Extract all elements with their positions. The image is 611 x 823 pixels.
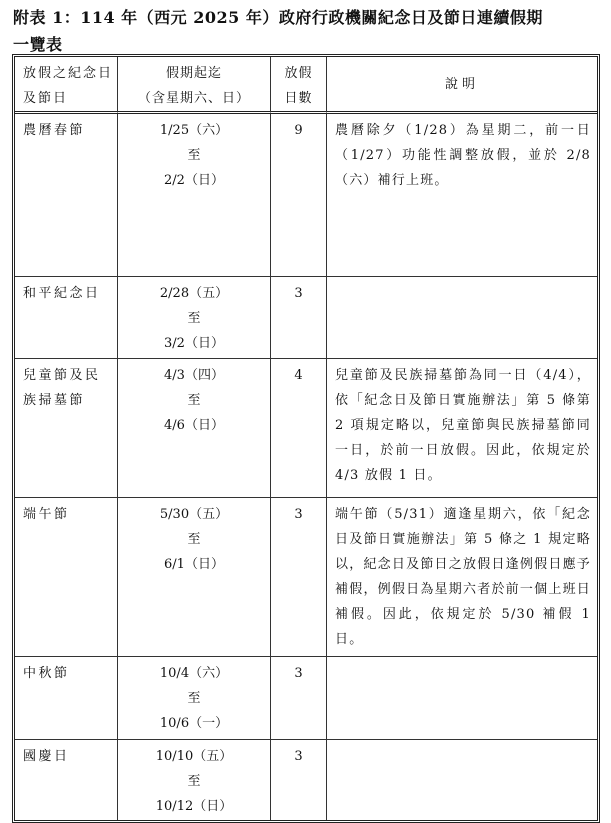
days-cell: 3 (271, 657, 327, 740)
header-name-line-1: 放假之紀念日 (23, 66, 114, 81)
start-date: 5/30（五） (159, 507, 229, 522)
description-cell: 農曆除夕（1/28）為星期二，前一日（1/27）功能性調整放假，並於 2/8（六）補行上班。 (327, 114, 597, 277)
description-cell (327, 277, 597, 359)
date-to: 至 (187, 393, 201, 408)
end-date: 2/2（日） (164, 173, 224, 188)
end-date: 10/6（一） (159, 716, 229, 731)
date-range-cell (118, 359, 271, 498)
header-days-off (271, 57, 327, 114)
date-range-cell (118, 498, 271, 657)
holiday-name-cell: 兒童節及民族掃墓節 (15, 359, 118, 498)
holiday-name-cell: 農曆春節 (15, 114, 118, 277)
date-range-cell (118, 114, 271, 277)
date-range-cell (118, 657, 271, 740)
date-to: 至 (187, 691, 201, 706)
date-to: 至 (187, 148, 201, 163)
header-date-line-1: 假期起迄 (165, 66, 222, 81)
date-to: 至 (187, 311, 201, 326)
header-days-line-1: 放假 (284, 66, 313, 81)
header-holiday-name (15, 57, 118, 114)
table-row (15, 359, 597, 498)
days-cell: 4 (271, 359, 327, 498)
end-date: 4/6（日） (164, 418, 224, 433)
table-row (15, 740, 597, 820)
holiday-name-cell: 中秋節 (15, 657, 118, 740)
start-date: 1/25（六） (159, 123, 229, 138)
end-date: 3/2（日） (164, 336, 224, 351)
holiday-name-cell: 國慶日 (15, 740, 118, 820)
title-line-1: 附表 1：114 年（西元 2025 年）政府行政機關紀念日及節日連續假期 (13, 8, 543, 27)
days-cell: 3 (271, 498, 327, 657)
table-row (15, 657, 597, 740)
start-date: 10/4（六） (159, 666, 229, 681)
document-title (13, 4, 603, 58)
description-cell (327, 740, 597, 820)
holiday-name-cell: 和平紀念日 (15, 277, 118, 359)
date-range-cell (118, 740, 271, 820)
description-cell (327, 657, 597, 740)
description-cell: 端午節（5/31）適逢星期六，依「紀念日及節日實施辦法」第 5 條之 1 規定略以，紀念日及節日之放假日逢例假日應予補假，例假日為星期六者於前一個上班日補假。因此，依規定於 5/30 補假 1 日。 (327, 498, 597, 657)
title-line-2: 一覽表 (13, 35, 63, 54)
days-cell: 3 (271, 740, 327, 820)
start-date: 4/3（四） (164, 368, 224, 383)
table-header-row (15, 57, 597, 114)
start-date: 2/28（五） (159, 286, 229, 301)
header-date-range (118, 57, 271, 114)
table-row (15, 277, 597, 359)
date-to: 至 (187, 532, 201, 547)
header-date-line-2: （含星期六、日） (137, 91, 250, 106)
days-cell: 3 (271, 277, 327, 359)
table-row (15, 114, 597, 277)
date-range-cell (118, 277, 271, 359)
header-days-line-2: 日數 (284, 91, 313, 106)
header-description: 說明 (327, 57, 597, 114)
table-row (15, 498, 597, 657)
start-date: 10/10（五） (155, 749, 233, 764)
holiday-name-cell: 端午節 (15, 498, 118, 657)
description-cell: 兒童節及民族掃墓節為同一日（4/4），依「紀念日及節日實施辦法」第 5 條第 2 項規定略以，兒童節與民族掃墓節同一日，於前一日放假。因此，依規定於 4/3 放假 1 日。 (327, 359, 597, 498)
date-to: 至 (187, 774, 201, 789)
end-date: 6/1（日） (164, 557, 224, 572)
end-date: 10/12（日） (155, 799, 233, 814)
days-cell: 9 (271, 114, 327, 277)
header-name-line-2: 及節日 (23, 91, 69, 106)
